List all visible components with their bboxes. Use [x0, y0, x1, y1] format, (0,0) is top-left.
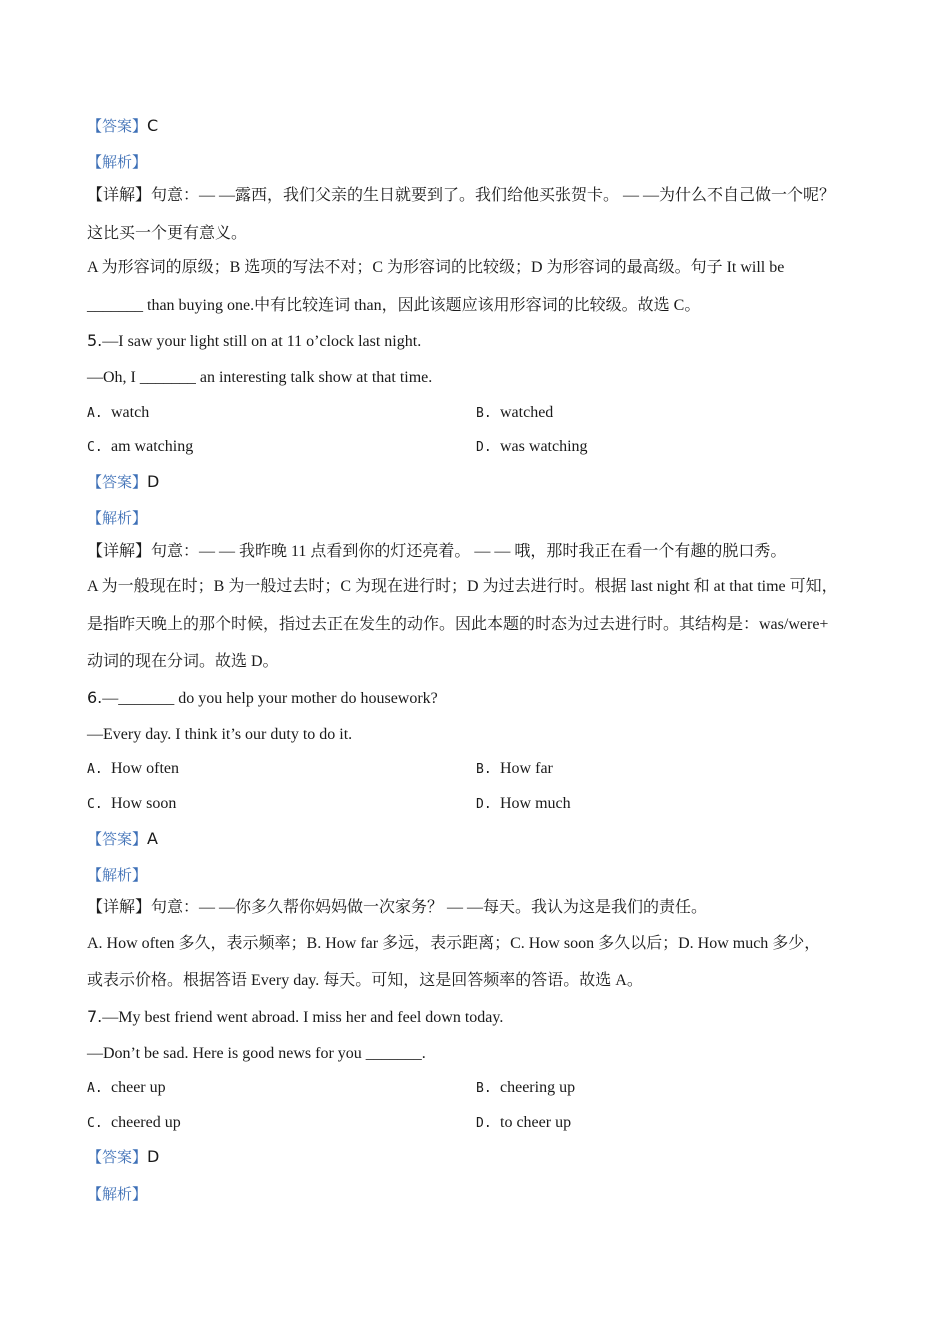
option-letter: B.	[476, 1081, 492, 1096]
q5-detail-line-4: 动词的现在分词。故选 D。	[87, 653, 279, 670]
option-letter: C.	[87, 797, 103, 812]
q4-answer-line	[87, 116, 158, 137]
option-letter: A.	[87, 1081, 103, 1096]
detail-tag: 【详解】	[87, 543, 152, 560]
option-text: cheered up	[111, 1114, 181, 1131]
q7-option-c[interactable]	[87, 1113, 181, 1134]
q7-number: 7.	[87, 1007, 103, 1026]
q7-option-b[interactable]	[476, 1078, 575, 1099]
q7-answer: D	[147, 1147, 160, 1166]
option-text: am watching	[111, 438, 194, 455]
q5-answer: D	[147, 472, 160, 491]
answer-tag: 【答案】	[87, 1148, 148, 1166]
option-text: cheer up	[111, 1079, 166, 1096]
q4-answer: C	[147, 116, 159, 135]
option-text: How much	[500, 795, 571, 812]
q5-detail-line-2: A 为一般现在时；B 为一般过去时；C 为现在进行时；D 为过去进行时。根据 last night 和 at that time 可知，	[87, 578, 838, 595]
option-text: How far	[500, 760, 553, 777]
q7-option-a[interactable]	[87, 1078, 166, 1099]
q7-answer-line	[87, 1147, 159, 1168]
analysis-tag: 【解析】	[87, 153, 148, 171]
q7-stem-2: —Don’t be sad. Here is good news for you _______.	[87, 1045, 426, 1062]
q5-answer-line	[87, 472, 159, 493]
q7-analysis-line	[87, 1184, 147, 1205]
option-letter: D.	[476, 797, 492, 812]
answer-tag: 【答案】	[87, 473, 148, 491]
q6-detail-line-2: A. How often 多久，表示频率；B. How far 多远，表示距离；C. How soon 多久以后；D. How much 多少，	[87, 935, 821, 952]
q6-answer-line	[87, 829, 158, 850]
q5-option-c[interactable]	[87, 437, 193, 458]
q6-option-c[interactable]	[87, 794, 176, 815]
q6-detail-line-1	[87, 898, 707, 918]
q5-stem-1	[87, 331, 421, 352]
q7-stem-1	[87, 1007, 503, 1028]
option-letter: B.	[476, 406, 492, 421]
q6-answer: A	[147, 829, 158, 848]
option-text: watched	[500, 404, 554, 421]
q6-analysis-line	[87, 865, 147, 886]
option-text: was watching	[500, 438, 588, 455]
option-text: cheering up	[500, 1079, 576, 1096]
q7-option-d[interactable]	[476, 1113, 571, 1134]
q5-option-b[interactable]	[476, 403, 553, 424]
option-letter: A.	[87, 762, 103, 777]
q5-analysis-line	[87, 508, 147, 529]
q7-stem-text-1: —My best friend went abroad. I miss her and feel down today.	[102, 1009, 504, 1026]
q5-detail-line-3: 是指昨天晚上的那个时候，指过去正在发生的动作。因此本题的时态为过去进行时。其结构是：was/were+	[87, 616, 829, 633]
q6-detail-line-3: 或表示价格。根据答语 Every day. 每天。可知，这是回答频率的答语。故选 A。	[87, 972, 643, 989]
q6-stem-1	[87, 688, 438, 709]
q4-detail-line-2: 这比买一个更有意义。	[87, 225, 248, 242]
q6-detail-text-1: 句意：— —你多久帮你妈妈做一次家务？ — —每天。我认为这是我们的责任。	[151, 899, 708, 916]
option-letter: B.	[476, 762, 492, 777]
q5-stem-2: —Oh, I _______ an interesting talk show at that time.	[87, 369, 433, 386]
q5-option-d[interactable]	[476, 437, 588, 458]
option-letter: D.	[476, 440, 492, 455]
q4-detail-line-4: _______ than buying one.中有比较连词 than，因此该题应该用形容词的比较级。故选 C。	[87, 297, 701, 314]
q4-detail-line-1	[87, 186, 835, 206]
q5-detail-text-1: 句意：— — 我昨晚 11 点看到你的灯还亮着。 — — 哦，那时我正在看一个有趣的脱口秀。	[151, 543, 787, 560]
q4-detail-text-1: 句意：— —露西，我们父亲的生日就要到了。我们给他买张贺卡。 — —为什么不自己做一个呢？	[151, 187, 836, 204]
option-text: to cheer up	[500, 1114, 572, 1131]
answer-tag: 【答案】	[87, 830, 148, 848]
q4-detail-line-3: A 为形容词的原级；B 选项的写法不对；C 为形容词的比较级；D 为形容词的最高级。句子 It will be	[87, 259, 785, 276]
q4-analysis-line	[87, 152, 147, 173]
option-letter: C.	[87, 440, 103, 455]
detail-tag: 【详解】	[87, 899, 152, 916]
q5-option-a[interactable]	[87, 403, 149, 424]
q6-option-b[interactable]	[476, 759, 553, 780]
option-text: watch	[111, 404, 150, 421]
analysis-tag: 【解析】	[87, 866, 148, 884]
option-letter: C.	[87, 1116, 103, 1131]
analysis-tag: 【解析】	[87, 1185, 148, 1203]
q5-detail-line-1	[87, 542, 786, 562]
q6-option-d[interactable]	[476, 794, 571, 815]
q6-option-a[interactable]	[87, 759, 179, 780]
analysis-tag: 【解析】	[87, 509, 148, 527]
option-text: How soon	[111, 795, 177, 812]
q6-number: 6.	[87, 688, 103, 707]
q5-stem-text-1: —I saw your light still on at 11 o’clock last night.	[102, 333, 422, 350]
answer-tag: 【答案】	[87, 117, 148, 135]
q6-stem-2: —Every day. I think it’s our duty to do it.	[87, 726, 353, 743]
q5-number: 5.	[87, 331, 103, 350]
q6-stem-text-1: —_______ do you help your mother do housework?	[102, 690, 438, 707]
option-letter: D.	[476, 1116, 492, 1131]
option-letter: A.	[87, 406, 103, 421]
option-text: How often	[111, 760, 179, 777]
detail-tag: 【详解】	[87, 187, 152, 204]
